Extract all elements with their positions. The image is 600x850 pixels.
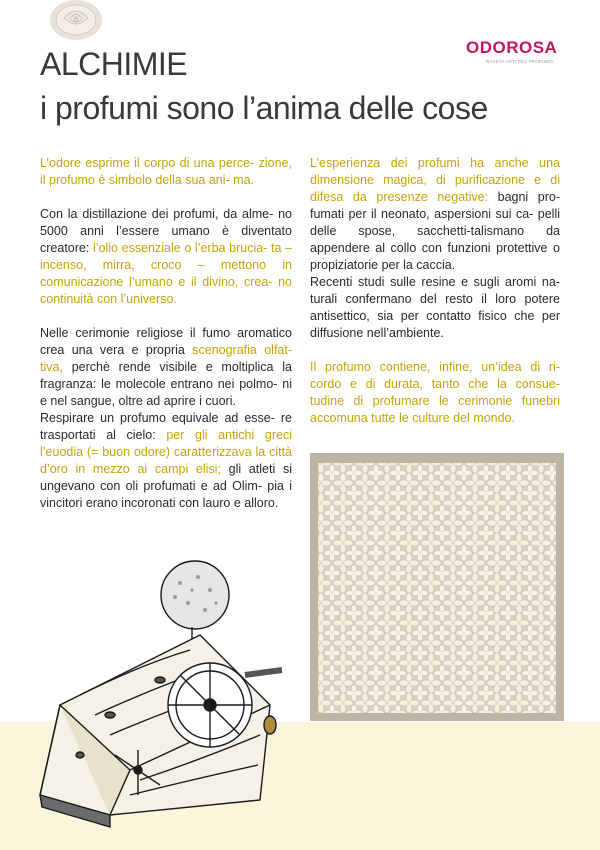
left-p4-text-c: gli atleti si ungevano con oli profumati e ad Olim- pia i vincitori erano incoronati con lauro e alloro. — [40, 462, 292, 510]
title-line-1: ALCHIMIE — [40, 46, 188, 82]
left-p4-text-a: Respirare un profumo equivale ad esse- re trasportati al cielo: — [40, 411, 292, 442]
alchemy-still-illustration — [20, 555, 310, 850]
right-p1-highlight: L’esperienza dei profumi ha anche una dimensione magica, di purificazione e di difesa da presenze negative: — [310, 156, 560, 204]
left-p3-text-a: Nelle cerimonie religiose il fumo aromatico crea una vera e propria — [40, 326, 292, 357]
white-flowers-photo — [310, 453, 564, 721]
left-paragraph-1: L’odore esprime il corpo di una perce- zione, il profumo è simbolo della sua ani- ma. — [40, 156, 292, 187]
left-paragraph-2 — [40, 206, 292, 308]
rose-image — [46, 0, 106, 42]
page-title — [40, 46, 488, 128]
right-paragraph-1 — [310, 155, 560, 274]
right-paragraph-3: Il profumo contiene, infine, un’idea di ri- cordo e di durata, tanto che la consue- tudine di profumare le cerimonie funebri accomuna tutte le culture del mondo. — [310, 360, 560, 425]
left-p2-text: Con la distillazione dei profumi, da alme- no 5000 anni l’essere umano è diventato creatore: — [40, 207, 292, 255]
logo-text: ODOROSA — [466, 38, 558, 57]
right-paragraph-2: Recenti studi sulle resine e sugli aromi na- turali confermano del resto il loro potere antisettico, sia per contatto fisico che per diffusione nell’ambiente. — [310, 275, 560, 340]
left-column — [40, 155, 292, 512]
left-paragraph-3 — [40, 325, 292, 410]
left-p4-highlight: per gli antichi greci l’euodia (= buon odore) caratterizzava la città d’oro in mezzo ai campi elisi; — [40, 428, 292, 476]
left-p3-text-c: perchè rende visibile e moltiplica la fragranza: le molecole entrano nei polmo- ni e nel sangue, oltre ad aprire i cuori. — [40, 360, 292, 408]
left-paragraph-4 — [40, 410, 292, 512]
left-p3-highlight: scenografia olfat- tiva, — [40, 343, 293, 374]
odorosa-logo — [466, 38, 566, 70]
right-column — [310, 155, 560, 444]
right-p1-text: bagni pro- fumati per il neonato, aspersioni sui ca- pelli delle spose, sacchetti-talismano da appendere al collo con funzioni protettive o propiziatorie per la caccia. — [310, 190, 560, 272]
left-p2-highlight: l’olio essenziale o l’erba brucia- ta – incenso, mirra, croco – mettono in comunicazione l’umano e il divino, crea- no continuità con l’universo. — [40, 241, 292, 306]
logo-tagline: RIVISTA ARTI DEL PROFUMO — [486, 59, 553, 64]
title-line-2: i profumi sono l’anima delle cose — [40, 90, 488, 126]
